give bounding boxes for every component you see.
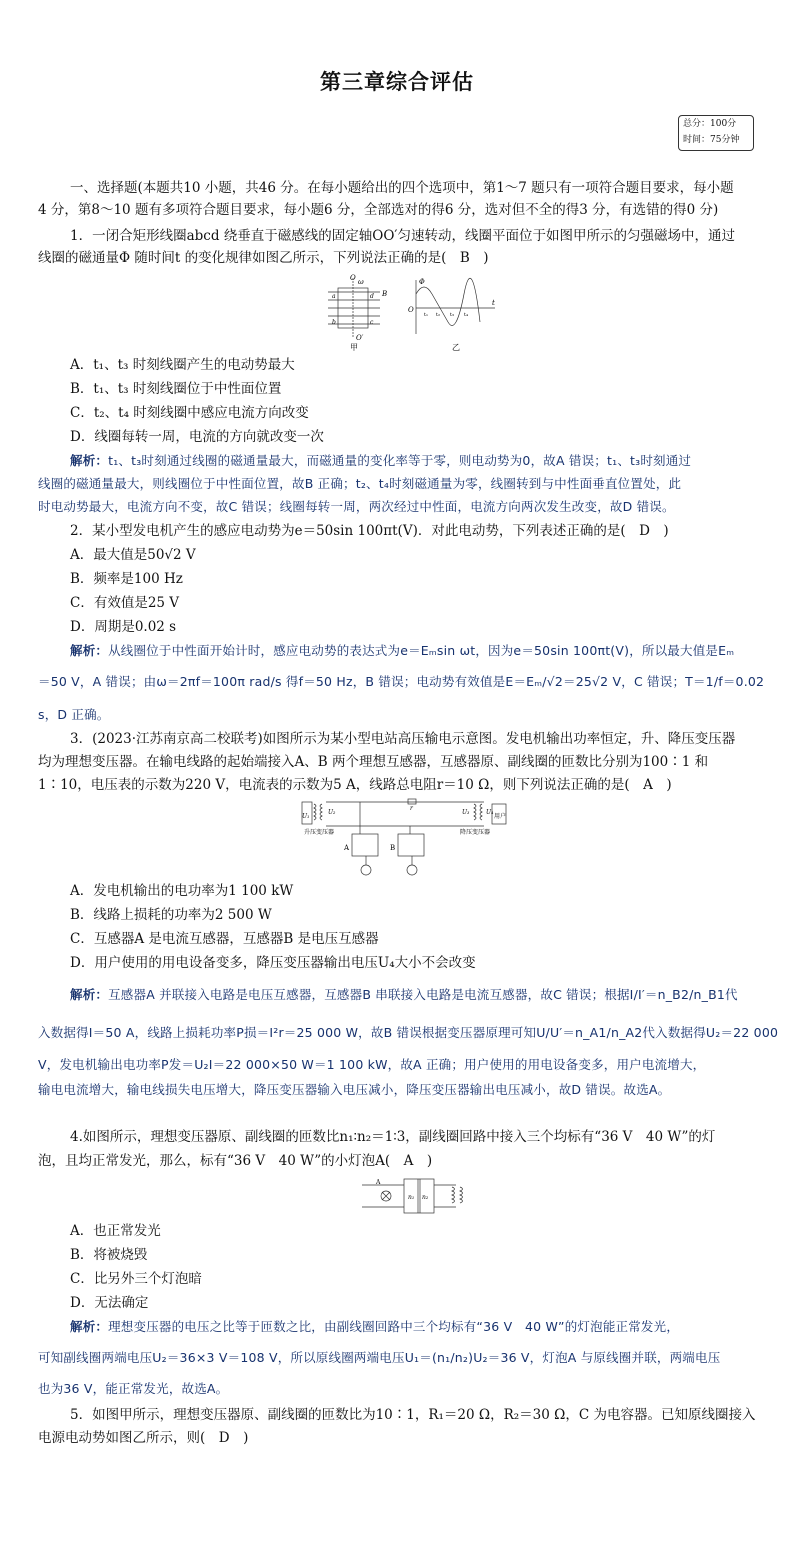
q2-analysis-line-2: ＝50 V，A 错误；由ω＝2πf＝100π rad/s 得f＝50 Hz，B 错误；电动势有效值是E＝Eₘ/√2＝25√2 V，C 错误；T＝1/f＝0.02	[38, 674, 765, 689]
q4-analysis-line-1	[70, 1317, 790, 1337]
q2-option-a: A．最大值是50√2 V	[70, 547, 196, 563]
q2-analysis-line-3: s，D 正确。	[38, 707, 110, 722]
q1-graph-y-label: Φ	[419, 278, 425, 286]
q3-label-u2: U₂	[328, 809, 336, 816]
analysis-label-q4: 解析：	[70, 1319, 109, 1334]
q3-option-a: A．发电机输出的电功率为1 100 kW	[70, 883, 294, 899]
q2-option-d: D．周期是0.02 s	[70, 619, 177, 635]
q3-label-u1: U₁	[302, 813, 310, 820]
q4-analysis-line-3: 也为36 V，能正常发光，故选A。	[38, 1381, 229, 1396]
q4-figure	[360, 1175, 470, 1221]
section-heading-line-1: 一、选择题(本题共10 小题，共46 分。在每小题给出的四个选项中，第1～7 题只有一项符合题目要求，每小题	[70, 180, 734, 196]
q3-stem-line-1: 3．(2023·江苏南京高二校联考)如图所示为某小型电站高压输电示意图。发电机输出功率恒定，升、降压变压器	[70, 731, 736, 747]
q3-label-u4: U₄	[486, 809, 494, 816]
q3-stem-line-2: 均为理想变压器。在输电线路的起始端接入A、B 两个理想互感器，互感器原、副线圈的匝数比分别为100∶1 和	[38, 754, 709, 770]
section-heading-line-2: 4 分，第8～10 题有多项符合题目要求，每小题6 分，全部选对的得6 分，选对但不全的得3 分，有选错的得0 分)	[38, 202, 719, 218]
q4-option-c: C．比另外三个灯泡暗	[70, 1271, 202, 1287]
q1-figure	[320, 272, 500, 356]
q2-option-b: B．频率是100 Hz	[70, 571, 183, 587]
total-score: 总分：100分	[683, 119, 737, 129]
q1-analysis-line-3: 时电动势最大，电流方向不变，故C 错误；线圈每转一周，两次经过中性面，电流方向两次发生改变，故D 错误。	[38, 499, 675, 514]
q3-stem-line-3: 1∶10，电压表的示数为220 V，电流表的示数为5 A，线路总电阻r＝10 Ω，则下列说法正确的是( A )	[38, 777, 672, 793]
q2-analysis-line-1	[70, 641, 790, 661]
q1-option-b: B．t₁、t₃ 时刻线圈位于中性面位置	[70, 381, 282, 397]
q1-graph-origin: O	[408, 306, 414, 314]
analysis-label-q3: 解析：	[70, 987, 109, 1002]
q1-graph-t3: t₃	[450, 312, 455, 318]
q1-graph-t2: t₂	[436, 312, 441, 318]
q1-analysis-text-1: t₁、t₃时刻通过线圈的磁通量最大，而磁通量的变化率等于零，则电动势为0，故A 错误；t₁、t₃时刻通过	[108, 453, 692, 468]
q4-label-n1: n₁	[408, 1194, 415, 1201]
q3-label-b: B	[390, 844, 396, 852]
q3-analysis-line-3: V，发电机输出电功率P发＝U₂I＝22 000×50 W＝1 100 kW，故A 正确；用户使用的用电设备变多，用户电流增大，	[38, 1057, 706, 1072]
time-limit: 时间：75分钟	[683, 135, 740, 145]
analysis-label-q2: 解析：	[70, 643, 109, 658]
q3-analysis-line-4: 输电电流增大，输电线损失电压增大，降压变压器输入电压减小，降压变压器输出电压减小，故D 错误。故选A。	[38, 1082, 671, 1097]
q2-stem: 2．某小型发电机产生的感应电动势为e＝50sin 100πt(V)．对此电动势，下列表述正确的是( D )	[70, 523, 669, 539]
q3-label-step-down: 降压变压器	[460, 829, 491, 836]
q1-graph-x-label: t	[492, 299, 495, 307]
q3-label-a: A	[344, 844, 350, 852]
q3-analysis-line-2: 入数据得I＝50 A，线路上损耗功率P损＝I²r＝25 000 W，故B 错误根据变压器原理可知U/U′＝n_A1/n_A2代入数据得U₂＝22 000	[38, 1025, 779, 1040]
q4-option-d: D．无法确定	[70, 1295, 149, 1311]
q4-option-b: B．将被烧毁	[70, 1247, 148, 1263]
q1-coil-c: c	[370, 319, 374, 326]
q4-analysis-text-1: 理想变压器的电压之比等于匝数之比，由副线圈回路中三个均标有“36 V 40 W”的灯泡能正常发光，	[108, 1319, 680, 1334]
q1-option-a: A．t₁、t₃ 时刻线圈产生的电动势最大	[70, 357, 295, 373]
q5-stem-line-1: 5．如图甲所示，理想变压器原、副线圈的匝数比为10∶1，R₁＝20 Ω，R₂＝30 Ω，C 为电容器。已知原线圈接入	[70, 1407, 756, 1423]
q3-figure	[300, 798, 510, 882]
q3-analysis-line-1	[70, 985, 790, 1005]
q4-analysis-line-2: 可知副线圈两端电压U₂＝36×3 V＝108 V，所以原线圈两端电压U₁＝(n₁/n₂)U₂＝36 V，灯泡A 与原线圈并联，两端电压	[38, 1350, 721, 1365]
q3-label-user: 用户	[494, 813, 507, 820]
q4-label-n2: n₂	[422, 1194, 429, 1201]
exam-info-box	[678, 115, 754, 151]
q4-label-a: A	[376, 1179, 381, 1186]
q3-option-c: C．互感器A 是电流互感器，互感器B 是电压互感器	[70, 931, 379, 947]
q4-stem-line-1: 4.如图所示，理想变压器原、副线圈的匝数比n₁∶n₂＝1∶3，副线圈回路中接入三个均标有“36 V 40 W”的灯	[70, 1129, 716, 1145]
q3-option-b: B．线路上损耗的功率为2 500 W	[70, 907, 272, 923]
page-title: 第三章综合评估	[320, 70, 474, 94]
q1-fig-label-a: 甲	[350, 343, 358, 352]
q4-option-a: A．也正常发光	[70, 1223, 161, 1239]
q4-figure-svg	[360, 1175, 470, 1217]
q3-label-u3: U₃	[462, 809, 470, 816]
q1-analysis-line-2: 线圈的磁通量最大，则线圈位于中性面位置，故B 正确；t₂、t₄时刻磁通量为零，线圈转到与中性面垂直位置处，此	[38, 476, 682, 491]
q1-coil-b: b	[332, 319, 336, 326]
q1-option-d: D．线圈每转一周，电流的方向就改变一次	[70, 429, 324, 445]
q3-option-d: D．用户使用的用电设备变多，降压变压器输出电压U₄大小不会改变	[70, 955, 476, 971]
q3-label-r: r	[410, 805, 413, 812]
q3-figure-svg	[300, 798, 510, 878]
q1-axis-bottom-label: O′	[356, 334, 364, 342]
q1-coil-a: a	[332, 293, 336, 300]
q1-axis-top-label: O	[350, 274, 356, 282]
q5-stem-line-2: 电源电动势如图乙所示，则( D )	[38, 1430, 249, 1446]
q3-label-step-up: 升压变压器	[304, 829, 335, 836]
q1-coil-d: d	[370, 293, 374, 300]
q1-fig-label-b: 乙	[452, 343, 460, 352]
q2-option-c: C．有效值是25 V	[70, 595, 180, 611]
q1-omega-label: ω	[358, 278, 364, 286]
q1-graph-t4: t₄	[464, 312, 469, 318]
q1-graph-t1: t₁	[424, 312, 429, 318]
q3-analysis-text-1: 互感器A 并联接入电路是电压互感器，互感器B 串联接入电路是电流互感器，故C 错误；根据I/I′＝n_B2/n_B1代	[108, 987, 738, 1002]
q1-figure-svg	[320, 272, 500, 352]
q4-stem-line-2: 泡，且均正常发光，那么，标有“36 V 40 W”的小灯泡A( A )	[38, 1153, 433, 1169]
q2-analysis-text-1: 从线圈位于中性面开始计时，感应电动势的表达式为e＝Eₘsin ωt，因为e＝50sin 100πt(V)，所以最大值是Eₘ	[108, 643, 735, 658]
q1-stem-line-1: 1．一闭合矩形线圈abcd 绕垂直于磁感线的固定轴OO′匀速转动，线圈平面位于如图甲所示的匀强磁场中，通过	[70, 228, 735, 244]
q1-option-c: C．t₂、t₄ 时刻线圈中感应电流方向改变	[70, 405, 309, 421]
analysis-label: 解析：	[70, 453, 109, 468]
q1-field-label: B	[382, 290, 388, 298]
q1-stem-line-2: 线圈的磁通量Φ 随时间t 的变化规律如图乙所示，下列说法正确的是( B )	[38, 250, 489, 266]
q1-analysis-line-1	[70, 451, 790, 471]
